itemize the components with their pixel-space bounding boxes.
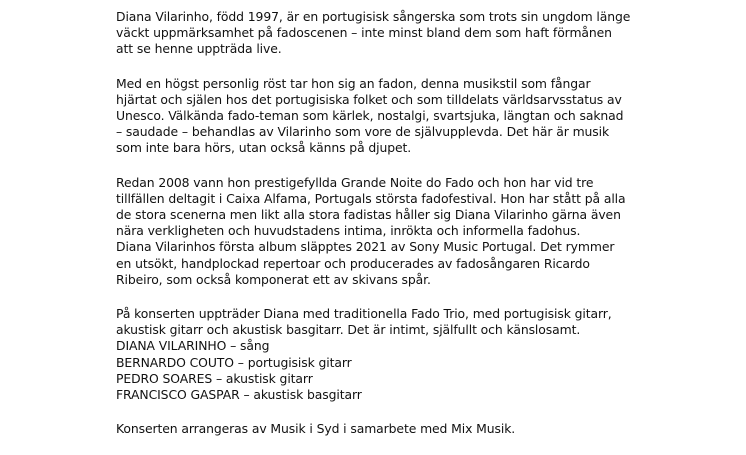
- text-line: Diana Vilarinho, född 1997, är en portugisisk sångerska som trots sin ungdom länge: [116, 9, 631, 24]
- text-line: en utsökt, handplockad repertoar och producerades av fadosångaren Ricardo: [116, 255, 590, 271]
- text-line: Redan 2008 vann hon prestigefyllda Grande Noite do Fado och hon har vid tre: [116, 174, 594, 190]
- musician-credit: DIANA VILARINHO – sång: [116, 338, 270, 354]
- text-line: Unesco. Välkända fado-teman som kärlek, nostalgi, svartsjuka, längtan och saknad: [116, 108, 624, 124]
- musician-credit: PEDRO SOARES – akustisk gitarr: [116, 370, 313, 386]
- text-line: Med en högst personlig röst tar hon sig an fadon, denna musikstil som fångar: [116, 75, 591, 91]
- text-line: Diana Vilarinhos första album släpptes 2021 av Sony Music Portugal. Det rymmer: [116, 239, 615, 255]
- text-line: väckt uppmärksamhet på fadoscenen – inte minst bland dem som haft förmånen: [116, 25, 612, 41]
- paragraph-voice: [116, 76, 736, 157]
- text-line: På konserten uppträder Diana med traditionella Fado Trio, med portugisisk gitarr,: [116, 306, 612, 322]
- paragraph-career: [116, 175, 736, 288]
- text-line: Ribeiro, som också komponerat ett av skivans spår.: [116, 271, 431, 287]
- article-body: [116, 9, 736, 455]
- paragraph-organizer: [116, 421, 736, 437]
- text-line: Konserten arrangeras av Musik i Syd i samarbete med Mix Musik.: [116, 421, 516, 437]
- text-line: som inte bara hörs, utan också känns på djupet.: [116, 140, 412, 156]
- text-line: – saudade – behandlas av Vilarinho som vore de självupplevda. Det här är musik: [116, 124, 610, 140]
- paragraph-lineup: [116, 306, 736, 403]
- musician-credit: BERNARDO COUTO – portugisisk gitarr: [116, 354, 352, 370]
- paragraph-intro: [116, 9, 736, 58]
- musician-credit: FRANCISCO GASPAR – akustisk basgitarr: [116, 387, 362, 403]
- text-line: de stora scenerna men likt alla stora fadistas håller sig Diana Vilarinho gärna även: [116, 207, 621, 223]
- text-line: att se henne uppträda live.: [116, 41, 282, 57]
- text-line: nära verkligheten och huvudstadens intima, inrökta och informella fadohus.: [116, 223, 581, 239]
- text-line: tillfällen deltagit i Caixa Alfama, Portugals största fadofestival. Hon har stått på alla: [116, 190, 626, 206]
- text-line: akustisk gitarr och akustisk basgitarr. Det är intimt, själfullt och känslosamt.: [116, 322, 581, 338]
- text-line: hjärtat och själen hos det portugisiska folket och som tilldelats världsarvsstatus av: [116, 91, 622, 107]
